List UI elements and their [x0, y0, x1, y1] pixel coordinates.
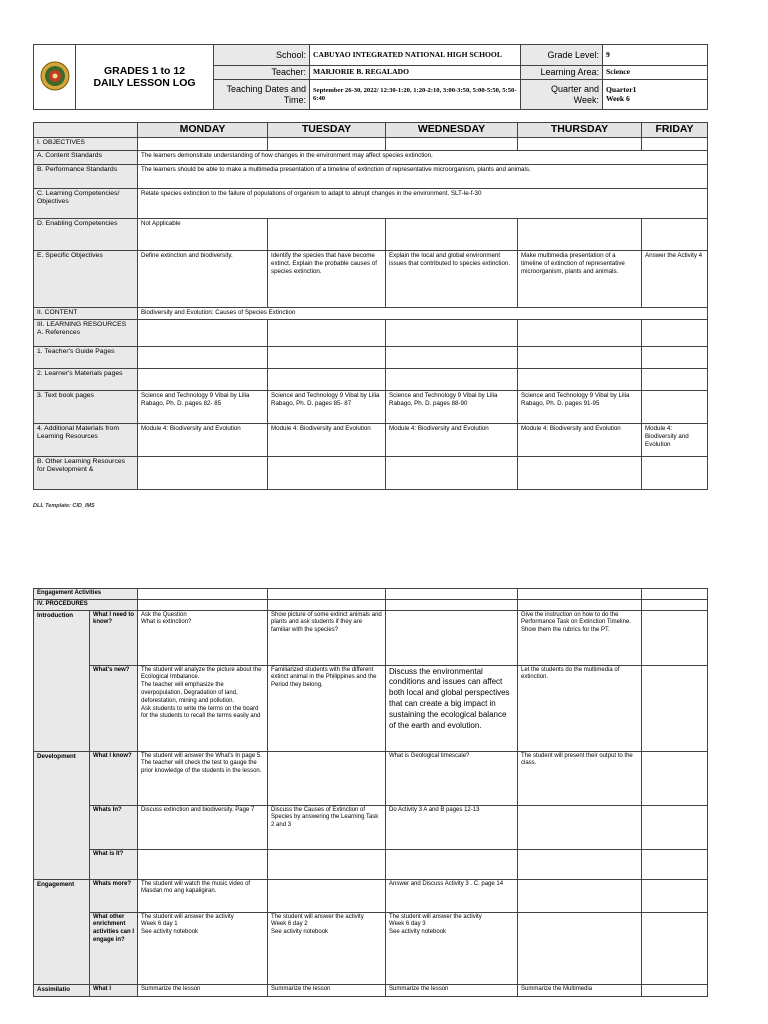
specific-objectives-label: E. Specific Objectives — [34, 250, 138, 307]
content-standards-text: The learners demonstrate understanding of how changes in the environment may affect species extinction. — [138, 150, 708, 164]
more-wed: Answer and Discuss Activity 3 . C. page 14 — [386, 879, 518, 912]
in-wed: Do Activity 3 A and B pages 12-13 — [386, 805, 518, 849]
additional-thu: Module 4: Biodiversity and Evolution — [518, 423, 642, 456]
more-fri — [642, 879, 708, 912]
additional-mon: Module 4: Biodiversity and Evolution — [138, 423, 268, 456]
q-whats-more: Whats more? — [90, 879, 138, 912]
new-mon: The student will analyze the picture about the Ecological Imbalance. The teacher will emphasize the overpopulation, Degradation of land, deforestation, mining and pollution. Ask students to write the terms on the board for the students to recall the terms easily and — [138, 665, 268, 751]
more-thu — [518, 879, 642, 912]
additional-tue: Module 4: Biodiversity and Evolution — [268, 423, 386, 456]
performance-standards-label: B. Performance Standards — [34, 164, 138, 188]
references-label: A. References — [37, 329, 81, 337]
header-table — [33, 44, 708, 110]
day-friday: FRIDAY — [642, 123, 708, 138]
phase-engagement: Engagement — [34, 879, 90, 984]
objectives-label: I. OBJECTIVES — [34, 137, 138, 150]
school-value: CABUYAO INTEGRATED NATIONAL HIGH SCHOOL — [310, 45, 521, 66]
in-mon: Discuss extinction and biodiversity. Page 7 — [138, 805, 268, 849]
assim-tue: Summarize the lesson — [268, 984, 386, 996]
other-thu — [518, 912, 642, 984]
blank-corner — [34, 123, 138, 138]
quarter-text: Quarter1 — [606, 84, 637, 94]
grade-value: 9 — [603, 45, 708, 66]
other-tue: The student will answer the activity Week 6 day 2 See activity notebook — [268, 912, 386, 984]
resources-label: III. LEARNING RESOURCES — [37, 320, 127, 328]
need-mon: Ask the Question What is extinction? — [138, 610, 268, 665]
phase-development: Development — [34, 751, 90, 879]
title-cell — [76, 45, 214, 110]
day-wednesday: WEDNESDAY — [386, 123, 518, 138]
know-thu: The student will present their output to the class. — [518, 751, 642, 805]
q-what-i-know: What I know? — [90, 751, 138, 805]
specific-objective-thu: Make multimedia presentation of a timeline of extinction of representative microorganism, plants and animals. — [518, 250, 642, 307]
specific-objective-mon: Define extinction and biodiversity. — [138, 250, 268, 307]
procedures-label: IV. PROCEDURES — [34, 599, 138, 610]
dates-label: Teaching Dates and Time: — [214, 80, 310, 110]
additional-materials-label: 4. Additional Materials from Learning Resources — [34, 423, 138, 456]
know-mon: The student will answer the What's In page 5. The teacher will check the test to gauge the prior knowledge of the students in the lesson. — [138, 751, 268, 805]
specific-objective-wed: Explain the local and global environment issues that contributed to species extinction. — [386, 250, 518, 307]
textbook-wed: Science and Technology 9 Vibal by Lilia Rabago, Ph. D. pages 88-90 — [386, 390, 518, 423]
resources-cell — [34, 319, 138, 346]
learning-competencies-label: C. Learning Competencies/ Objectives — [34, 188, 138, 218]
q-other-enrichment: What other enrichment activities can I engage in? — [90, 912, 138, 984]
textbook-mon: Science and Technology 9 Vibal by Lilia Rabago, Ph. D. pages 82- 85 — [138, 390, 268, 423]
textbook-label: 3. Text book pages — [34, 390, 138, 423]
q-whats-in: Whats In? — [90, 805, 138, 849]
engagement-activities-label: Engagement Activities — [34, 589, 138, 600]
more-mon: The student will watch the music video of Masdan mo ang kapaligiran. — [138, 879, 268, 912]
enabling-competencies-label: D. Enabling Competencies — [34, 218, 138, 250]
procedures-table — [33, 588, 708, 997]
textbook-thu: Science and Technology 9 Vibal by Lilia Rabago, Ph. D. pages 91-95 — [518, 390, 642, 423]
other-fri — [642, 912, 708, 984]
new-tue: Familiarized students with the different extinct animal in the Philippines and the Period they belong. — [268, 665, 386, 751]
deped-seal-icon — [40, 61, 70, 91]
need-tue: Show picture of some extinct animals and plants and ask students if they are familiar with the species? — [268, 610, 386, 665]
grade-label: Grade Level: — [521, 45, 603, 66]
phase-assimilation: Assimilatio — [34, 984, 90, 996]
title-line-1: GRADES 1 to 12 — [103, 64, 186, 77]
template-footer: DLL Template: CID_IMS — [33, 503, 95, 509]
new-wed: Discuss the environmental conditions and issues can affect both local and global perspectives that can create a big impact in sustaining the ecological balance of the earth and evolution. — [386, 665, 518, 751]
content-text: Biodiversity and Evolution: Causes of Species Extinction — [138, 307, 708, 319]
other-wed: The student will answer the activity Week 6 day 3 See activity notebook — [386, 912, 518, 984]
title-line-2: DAILY LESSON LOG — [93, 77, 196, 89]
need-thu: Give the instruction on how to do the Performance Task on Extinction Timeline. Show them the rubrics for the PT. — [518, 610, 642, 665]
q-whats-new: What's new? — [90, 665, 138, 751]
q-need-to-know: What I need to know? — [90, 610, 138, 665]
teacher-label: Teacher: — [214, 66, 310, 80]
additional-wed: Module 4: Biodiversity and Evolution — [386, 423, 518, 456]
day-thursday: THURSDAY — [518, 123, 642, 138]
dates-value: September 26-30, 2022/ 12:30-1:20, 1:20-2:10, 3:00-3:50, 5:00-5:50, 5:50-6:40 — [310, 80, 521, 110]
additional-fri: Module 4: Biodiversity and Evolution — [642, 423, 708, 456]
in-thu — [518, 805, 642, 849]
need-wed — [386, 610, 518, 665]
specific-objective-tue: Identify the species that have become extinct. Explain the probable causes of species extinction. — [268, 250, 386, 307]
textbook-tue: Science and Technology 9 Vibal by Lilia Rabago, Ph. D. pages 85- 87 — [268, 390, 386, 423]
know-wed: What is Geological timescale? — [386, 751, 518, 805]
phase-introduction: Introduction — [34, 610, 90, 751]
q-what-is-it: What is It? — [90, 849, 138, 879]
logo-cell — [34, 45, 76, 110]
in-tue: Discuss the Causes of Extinction of Species by answering the Learning Task 2 and 3 — [268, 805, 386, 849]
teacher-value: MARJORIE B. REGALADO — [310, 66, 521, 80]
quarter-label: Quarter and Week: — [521, 80, 603, 110]
objectives-table — [33, 122, 708, 490]
more-tue — [268, 879, 386, 912]
specific-objective-fri: Answer the Activity 4 — [642, 250, 708, 307]
day-tuesday: TUESDAY — [268, 123, 386, 138]
content-standards-label: A. Content Standards — [34, 150, 138, 164]
q-assimilation: What I — [90, 984, 138, 996]
area-value: Science — [603, 66, 708, 80]
textbook-fri — [642, 390, 708, 423]
assim-wed: Summarize the lesson — [386, 984, 518, 996]
know-tue — [268, 751, 386, 805]
in-fri — [642, 805, 708, 849]
assim-thu: Summarize the Multimedia — [518, 984, 642, 996]
know-fri — [642, 751, 708, 805]
new-thu: Let the students do the multimedia of extinction. — [518, 665, 642, 751]
new-fri — [642, 665, 708, 751]
other-resources-label: B. Other Learning Resources for Development & — [34, 456, 138, 489]
learning-competencies-text: Relate species extinction to the failure of populations of organism to adapt to abrupt changes in the environment. SLT-Ie-f-30 — [138, 188, 708, 218]
assim-fri — [642, 984, 708, 996]
other-mon: The student will answer the activity Week 6 day 1 See activity notebook — [138, 912, 268, 984]
content-label: II. CONTENT — [34, 307, 138, 319]
week-text: Week 6 — [606, 93, 630, 103]
enabling-competencies-text: Not Applicable — [138, 218, 268, 250]
assim-mon: Summarize the lesson — [138, 984, 268, 996]
area-label: Learning Area: — [521, 66, 603, 80]
learners-materials-label: 2. Learner's Materials pages — [34, 368, 138, 390]
teachers-guide-label: 1. Teacher's Guide Pages — [34, 346, 138, 368]
need-fri — [642, 610, 708, 665]
quarter-value — [603, 80, 708, 110]
performance-standards-text: The learners should be able to make a multimedia presentation of a timeline of extinction of representative microorganism, plants and animals. — [138, 164, 708, 188]
school-label: School: — [214, 45, 310, 66]
day-monday: MONDAY — [138, 123, 268, 138]
